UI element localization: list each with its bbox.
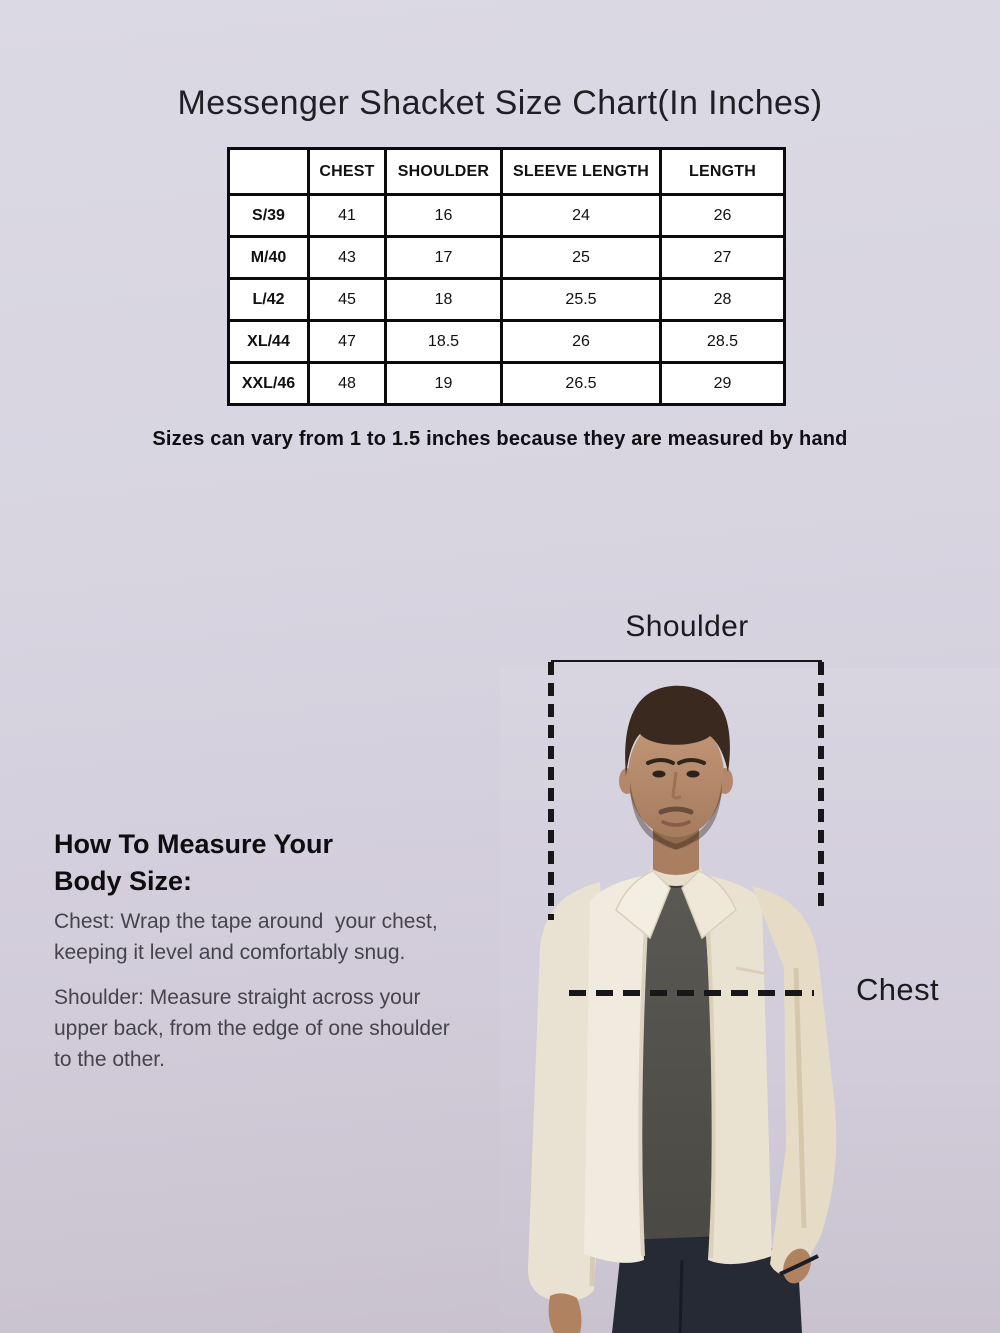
shoulder-value: 18: [386, 279, 502, 321]
chest-measure-label: Chest: [856, 972, 939, 1007]
table-header-row: [229, 149, 785, 195]
sleeve-length-value: 25.5: [502, 279, 661, 321]
man-eye: [653, 771, 666, 778]
shoulder-value: 16: [386, 195, 502, 237]
chest-dashed-line: [569, 990, 814, 996]
column-header-shoulder: SHOULDER: [386, 149, 502, 195]
size-label: XXL/46: [229, 363, 309, 405]
chest-value: 43: [309, 237, 386, 279]
shoulder-instruction: Shoulder: Measure straight across your upper back, from the edge of one shoulder to the other.: [54, 986, 456, 1071]
size-label: M/40: [229, 237, 309, 279]
sleeve-length-value: 26.5: [502, 363, 661, 405]
table-row: [229, 363, 785, 405]
shoulder-value: 19: [386, 363, 502, 405]
chest-value: 45: [309, 279, 386, 321]
size-label: S/39: [229, 195, 309, 237]
shoulder-value: 17: [386, 237, 502, 279]
chest-value: 41: [309, 195, 386, 237]
length-value: 29: [661, 363, 785, 405]
column-header-size: [229, 149, 309, 195]
size-label: XL/44: [229, 321, 309, 363]
shoulder-dashed-line-right: [818, 662, 824, 910]
length-value: 26: [661, 195, 785, 237]
measure-guide-heading: How To Measure Your Body Size:: [54, 829, 334, 896]
sleeve-length-value: 25: [502, 237, 661, 279]
size-label: L/42: [229, 279, 309, 321]
sleeve-length-value: 26: [502, 321, 661, 363]
page-title: Messenger Shacket Size Chart(In Inches): [177, 84, 823, 122]
table-row: [229, 195, 785, 237]
man-eye: [687, 771, 700, 778]
column-header-chest: CHEST: [309, 149, 386, 195]
shoulder-bracket-line: [551, 660, 822, 662]
man-left-hand: [549, 1293, 582, 1333]
column-header-sleeve-length: SLEEVE LENGTH: [502, 149, 661, 195]
chest-value: 47: [309, 321, 386, 363]
shoulder-dashed-line-left: [548, 662, 554, 920]
chest-value: 48: [309, 363, 386, 405]
table-row: [229, 321, 785, 363]
chest-instruction: Chest: Wrap the tape around your chest, keeping it level and comfortably snug.: [54, 910, 444, 964]
length-value: 28.5: [661, 321, 785, 363]
table-row: [229, 237, 785, 279]
length-value: 28: [661, 279, 785, 321]
length-value: 27: [661, 237, 785, 279]
hand-measure-note: Sizes can vary from 1 to 1.5 inches because they are measured by hand: [152, 428, 848, 450]
pants-seam: [680, 1260, 682, 1333]
size-chart-table: [227, 147, 786, 406]
table-row: [229, 279, 785, 321]
sleeve-length-value: 24: [502, 195, 661, 237]
shoulder-value: 18.5: [386, 321, 502, 363]
column-header-length: LENGTH: [661, 149, 785, 195]
shoulder-measure-label: Shoulder: [625, 610, 749, 643]
